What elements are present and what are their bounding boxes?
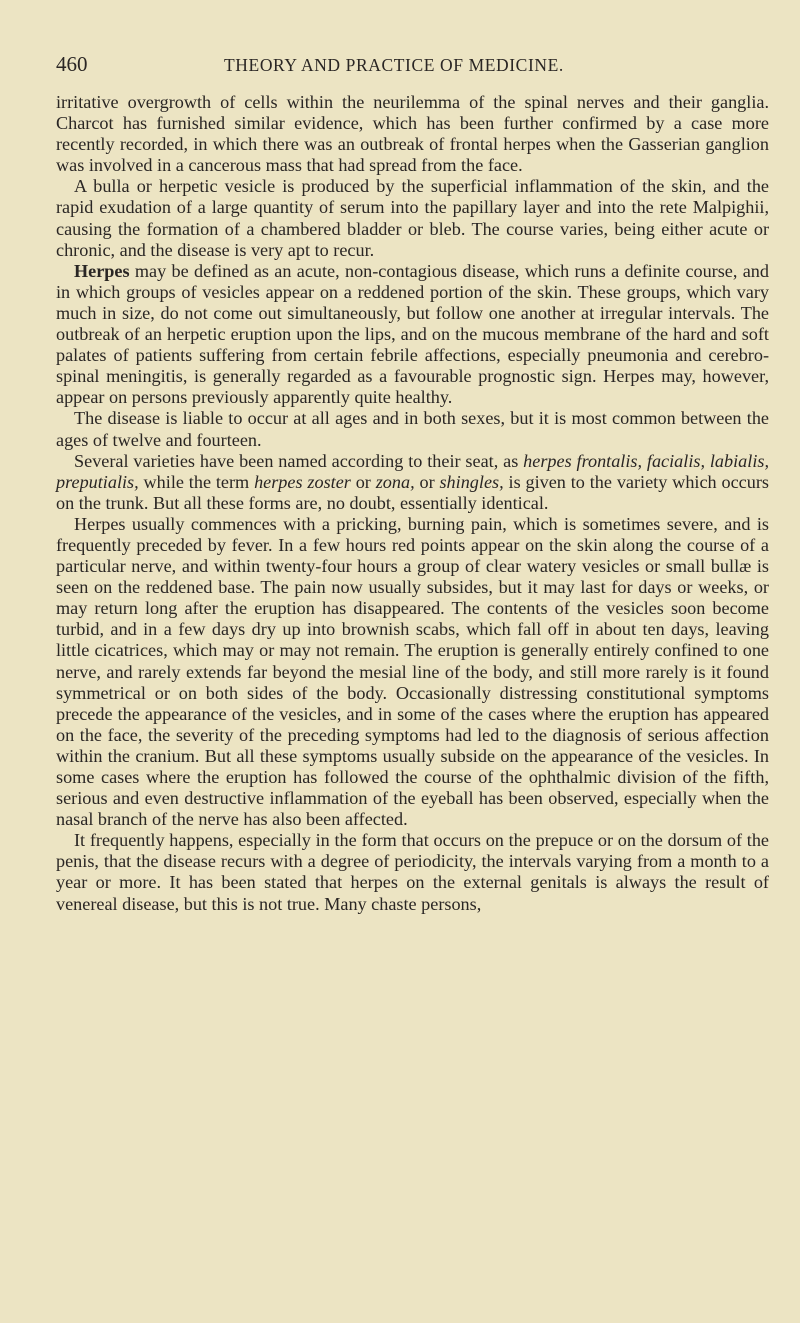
running-title: THEORY AND PRACTICE OF MEDICINE. [224, 55, 564, 75]
varieties-text-e: is given to the variety which occurs on the trunk. But all these forms are, no doubt, essentially identical. [56, 471, 769, 513]
varieties-italic-zona: zona, [375, 471, 415, 492]
body-text [56, 92, 769, 915]
herpes-definition-text: may be defined as an acute, non-contagious disease, which runs a definite course, and in which groups of vesicles appear on a reddened portion of the skin. These groups, which vary much in size, do not come out simultaneously, but follow one another at irregular intervals. The outbreak of an herpetic eruption upon the lips, and on the mucous membrane of the hard and soft palates of patients suffering from certain febrile affections, especially pneumonia and cerebro-spinal meningitis, is generally regarded as a favourable prognostic sign. Herpes may, however, appear on persons previously apparently quite healthy. [56, 260, 769, 408]
paragraph-herpes-definition [56, 261, 769, 409]
varieties-text-c: or [350, 471, 376, 492]
paragraph-bulla: A bulla or herpetic vesicle is produced by the superficial inflammation of the skin, and the rapid exudation of a large quantity of serum into the papillary layer and into the rete Malpighii, causing the formation of a chambered bladder or bleb. The course varies, being either acute or chronic, and the disease is very apt to recur. [56, 176, 769, 260]
paragraph-varieties [56, 451, 769, 514]
paragraph-symptoms: Herpes usually commences with a pricking, burning pain, which is sometimes severe, and is frequently preceded by fever. In a few hours red points appear on the skin along the course of a particular nerve, and within twenty-four hours a group of clear watery vesicles or small bullæ is seen on the reddened base. The pain now usually subsides, but it may last for days or weeks, or may return long after the eruption has disappeared. The contents of the vesicles soon become turbid, and in a few days dry up into brownish scabs, which fall off in about ten days, leaving little cicatrices, which may or may not remain. The eruption is generally entirely confined to one nerve, and rarely extends far beyond the mesial line of the body, and still more rarely is it found symmetrical or on both sides of the body. Occasionally distressing constitutional symptoms precede the appearance of the vesicles, and in some of the cases where the eruption has appeared on the face, the severity of the preceding symptoms had led to the diagnosis of serious affection within the cranium. But all these symptoms usually subside on the appearance of the vesicles. In some cases where the eruption has followed the course of the ophthalmic division of the fifth, serious and even destructive inflammation of the eyeball has been observed, especially when the nasal branch of the nerve has also been affected. [56, 513, 769, 830]
running-head [56, 52, 768, 82]
paragraph-continuation: irritative overgrowth of cells within the neurilemma of the spinal nerves and their ganglia. Charcot has furnished similar evidence, which has been further confirmed by a case more recently recorded, in which there was an outbreak of frontal herpes when the Gasserian ganglion was involved in a cancerous mass that had spread from the face. [56, 92, 769, 176]
varieties-italic-shingles: shingles, [439, 471, 504, 492]
page-number: 460 [56, 52, 88, 76]
varieties-text-d: or [414, 471, 440, 492]
varieties-italic-zoster: herpes zoster [254, 471, 351, 492]
varieties-text-b: while the term [138, 471, 255, 492]
paragraph-ages: The disease is liable to occur at all ages and in both sexes, but it is most common between the ages of twelve and fourteen. [56, 408, 769, 450]
varieties-text-a: Several varieties have been named according to their seat, as [74, 450, 524, 471]
herpes-heading-term: Herpes [74, 260, 130, 281]
paragraph-periodicity: It frequently happens, especially in the form that occurs on the prepuce or on the dorsum of the penis, that the disease recurs with a degree of periodicity, the intervals varying from a month to a year or more. It has been stated that herpes on the external genitals is always the result of venereal disease, but this is not true. Many chaste persons, [56, 830, 769, 914]
varieties-italic-names: herpes frontalis, facialis, labialis, preputialis, [56, 450, 769, 492]
